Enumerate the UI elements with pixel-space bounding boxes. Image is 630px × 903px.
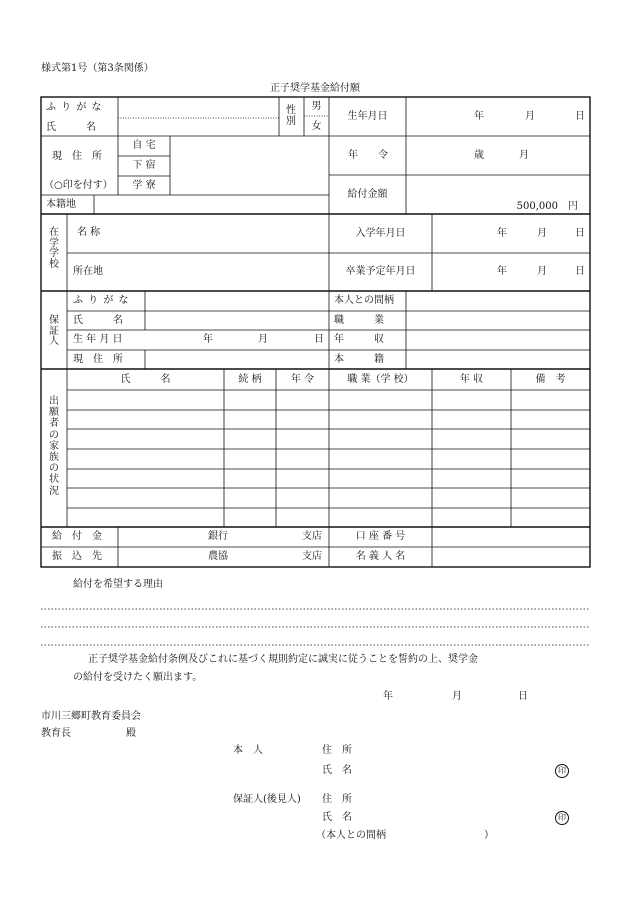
honorific: 殿 bbox=[126, 728, 136, 739]
self-address-label: 住 所 bbox=[322, 745, 352, 756]
furigana-label: ふ り が な bbox=[46, 102, 103, 113]
family-header-age: 年 令 bbox=[290, 374, 315, 385]
bank-suffix: 銀行 bbox=[208, 531, 228, 542]
pledge-day: 日 bbox=[518, 691, 528, 702]
pledge-month: 月 bbox=[452, 691, 462, 702]
age-years: 歳 bbox=[474, 150, 484, 161]
self-seal-mark: 印 bbox=[555, 764, 569, 778]
guarantor-dob-month: 月 bbox=[258, 334, 268, 345]
guarantor-address-label: 現 住 所 bbox=[73, 354, 123, 365]
grad-date-label: 卒業予定年月日 bbox=[345, 266, 416, 277]
dob-day: 日 bbox=[575, 111, 585, 122]
guardian-address-label: 住 所 bbox=[322, 794, 352, 805]
coop-branch-suffix: 支店 bbox=[302, 551, 322, 562]
guarantor-name-label: 氏 名 bbox=[73, 315, 123, 326]
age-months: 月 bbox=[519, 150, 529, 161]
guarantor-occupation-label: 職 業 bbox=[334, 315, 384, 326]
guarantor-dob-day: 日 bbox=[314, 334, 324, 345]
address-label: 現 住 所 bbox=[52, 151, 102, 162]
guarantor-furigana-label: ふ り が な bbox=[73, 295, 130, 306]
guardian-seal-mark: 印 bbox=[555, 811, 569, 825]
grad-day: 日 bbox=[575, 266, 585, 277]
relation-close: ） bbox=[484, 830, 494, 841]
relation-note: （本人との間柄 bbox=[316, 830, 386, 841]
family-header-notes: 備 考 bbox=[535, 374, 566, 385]
account-number-label: 口 座 番 号 bbox=[355, 531, 406, 542]
sex-option-male[interactable]: 男 bbox=[311, 101, 322, 112]
pledge-year: 年 bbox=[383, 691, 393, 702]
sex-label: 性別 bbox=[286, 105, 296, 127]
enroll-date-label: 入学年月日 bbox=[355, 228, 406, 239]
school-name-label: 名 称 bbox=[77, 227, 101, 238]
family-header-occupation: 職 業（学 校） bbox=[347, 374, 414, 385]
guarantor-section-label: 保証人 bbox=[49, 315, 59, 347]
residence-option-dorm[interactable]: 学 寮 bbox=[132, 180, 156, 191]
account-name-label: 名 義 人 名 bbox=[355, 551, 406, 562]
guarantor-dob-label: 生 年 月 日 bbox=[73, 334, 123, 345]
age-label: 年 令 bbox=[348, 150, 388, 161]
name-label: 氏 名 bbox=[46, 122, 96, 133]
dob-month: 月 bbox=[525, 111, 535, 122]
family-header-name: 氏 名 bbox=[120, 374, 171, 385]
coop-suffix: 農協 bbox=[208, 551, 228, 562]
residence-option-home[interactable]: 自 宅 bbox=[132, 140, 156, 151]
form-title: 正子奨学基金給付願 bbox=[270, 83, 360, 94]
family-section-label: 出願者の家族の状況 bbox=[49, 396, 59, 497]
enroll-day: 日 bbox=[575, 228, 585, 239]
seal-note: （○印を付す） bbox=[44, 180, 113, 191]
branch-suffix: 支店 bbox=[302, 531, 322, 542]
family-header-relation: 続 柄 bbox=[238, 374, 262, 385]
guarantor-income-label: 年 収 bbox=[334, 334, 384, 345]
guarantor-honseki-label: 本 籍 bbox=[334, 354, 384, 365]
reason-label: 給付を希望する理由 bbox=[73, 579, 163, 590]
honseki-label: 本籍地 bbox=[46, 199, 76, 210]
grad-month: 月 bbox=[537, 266, 547, 277]
form-number: 様式第1号（第3条関係） bbox=[41, 63, 154, 74]
superintendent-title: 教育長 bbox=[41, 728, 71, 739]
dob-label: 生年月日 bbox=[347, 111, 388, 122]
sex-option-female[interactable]: 女 bbox=[311, 121, 322, 132]
amount-value: 500,000 円 bbox=[516, 201, 578, 212]
board-name: 市川三郷町教育委員会 bbox=[41, 711, 141, 722]
dob-year: 年 bbox=[474, 111, 484, 122]
pledge-line-2: の給付を受けたく願出ます。 bbox=[73, 672, 203, 683]
guardian-label: 保証人(後見人) bbox=[233, 794, 301, 805]
amount-label: 給付金額 bbox=[347, 189, 388, 200]
family-header-income: 年 収 bbox=[459, 374, 484, 385]
enroll-month: 月 bbox=[537, 228, 547, 239]
bank-label-line1: 給 付 金 bbox=[52, 531, 102, 542]
guarantor-dob-year: 年 bbox=[203, 334, 213, 345]
guarantor-relation-label: 本人との間柄 bbox=[334, 295, 394, 306]
guardian-name-label: 氏 名 bbox=[322, 812, 352, 823]
enroll-year: 年 bbox=[497, 228, 507, 239]
school-address-label: 所在地 bbox=[73, 266, 103, 277]
grad-year: 年 bbox=[497, 266, 507, 277]
school-section-label: 在学学校 bbox=[49, 227, 59, 270]
self-label: 本 人 bbox=[233, 745, 263, 756]
residence-option-lodging[interactable]: 下 宿 bbox=[132, 160, 156, 171]
pledge-line-1: 正子奨学基金給付条例及びこれに基づく規則約定に誠実に従うことを誓約の上、奨学金 bbox=[88, 654, 478, 665]
bank-label-line2: 振 込 先 bbox=[52, 551, 102, 562]
self-name-label: 氏 名 bbox=[322, 765, 352, 776]
